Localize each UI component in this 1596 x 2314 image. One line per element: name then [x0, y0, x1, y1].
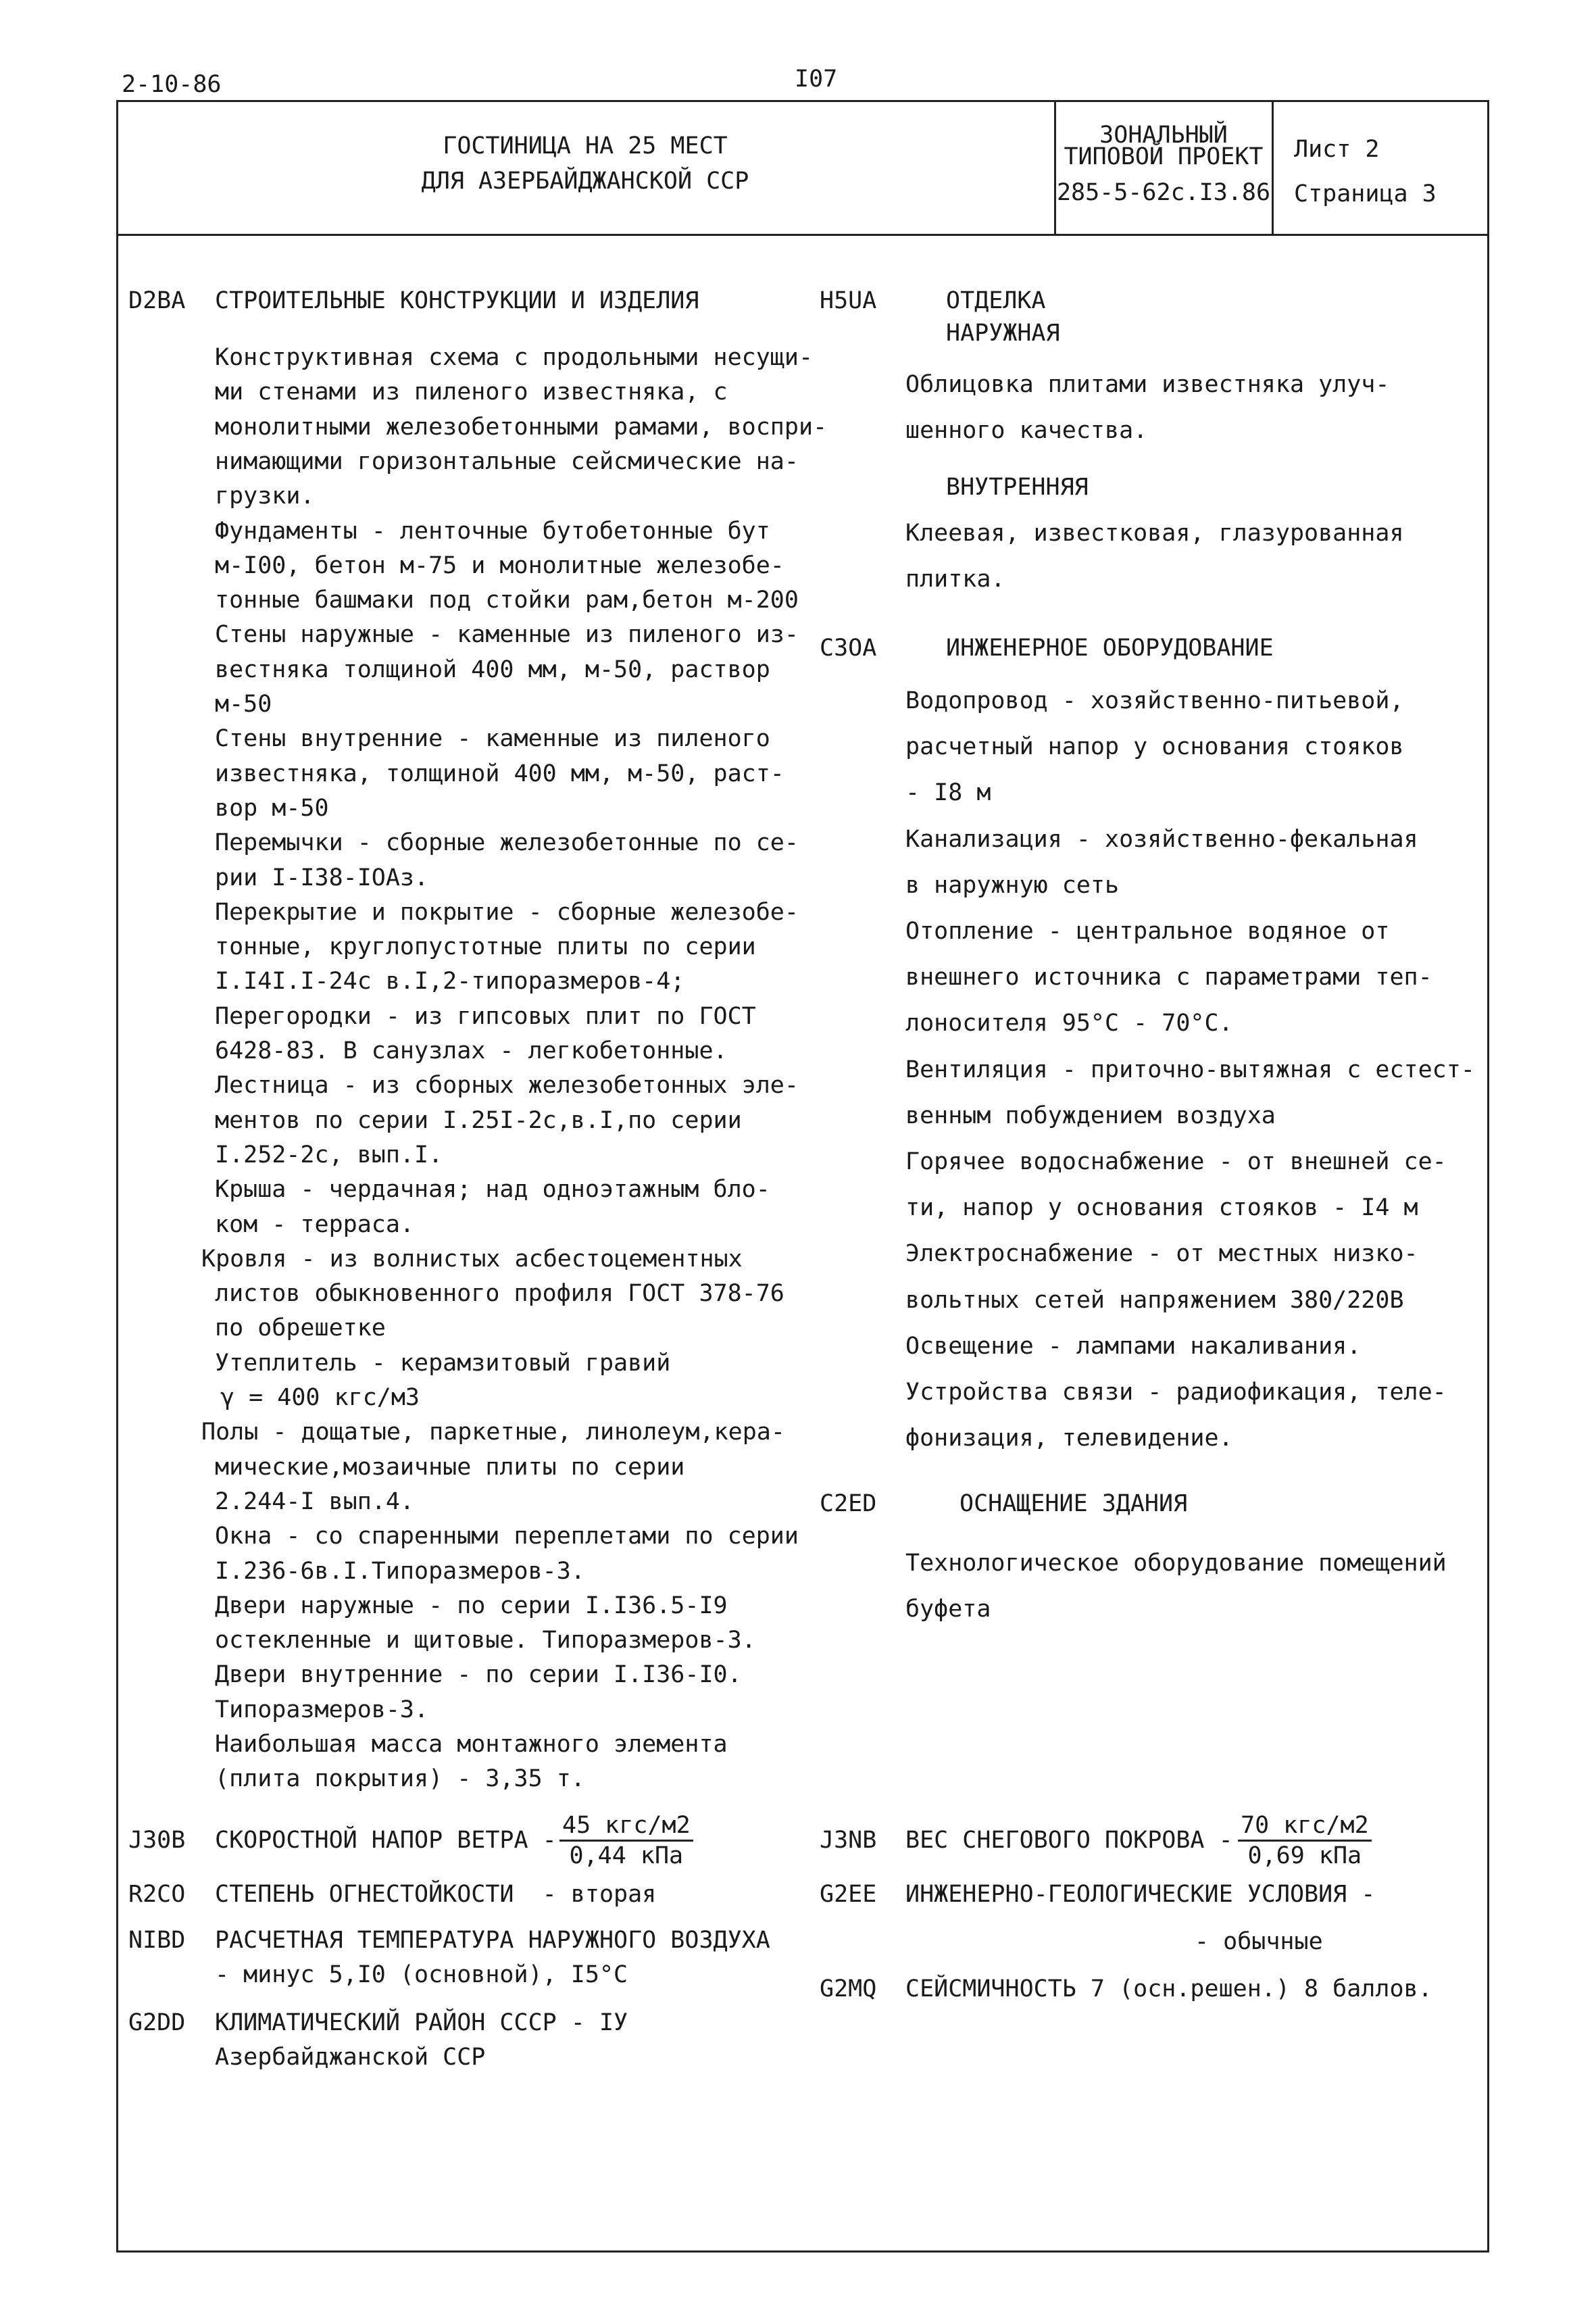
finishing-inner-heading: ВНУТРЕННЯЯ: [946, 474, 1089, 501]
structures-line: монолитными железобетонными рамами, воспри-: [215, 413, 828, 441]
structures-line: Окна - со спаренными переплетами по серии: [215, 1523, 799, 1550]
engineering-line: в наружную сеть: [905, 871, 1120, 899]
structures-line: ментов по серии I.25I-2с,в.I,по серии: [215, 1106, 742, 1134]
header-divider: [116, 234, 1489, 236]
structures-line: остекленные и щитовые. Типоразмеров-3.: [215, 1627, 756, 1654]
wind-kpa: 0,44 кПа: [569, 1842, 684, 1869]
finishing-heading: ОТДЕЛКА: [946, 287, 1046, 314]
snow-fraction: [1238, 1811, 1372, 1870]
structures-line: ком - терраса.: [215, 1210, 415, 1238]
climate-region-line2: Азербайджанской ССР: [215, 2044, 486, 2071]
fire-resistance: СТЕПЕНЬ ОГНЕСТОЙКОСТИ - вторая: [215, 1881, 657, 1908]
structures-line: тонные, круглопустотные плиты по серии: [215, 933, 756, 961]
engineering-line: Отопление - центральное водяное от: [905, 918, 1390, 945]
structures-line: I.252-2с, вып.I.: [215, 1141, 443, 1168]
structures-line: Полы - дощатые, паркетные, линолеум,кера-: [201, 1419, 785, 1446]
sheet-label: Лист 2: [1294, 136, 1380, 163]
structures-line: тонные башмаки под стойки рам,бетон м-200: [215, 587, 799, 614]
engineering-line: ти, напор у основания стояков - I4 м: [905, 1194, 1418, 1222]
code-g2mq: G2MQ: [820, 1975, 877, 2002]
structures-line: Двери внутренние - по серии I.I36-I0.: [215, 1661, 742, 1689]
finishing-outer-heading: НАРУЖНАЯ: [946, 320, 1060, 347]
design-temperature-line2: - минус 5,I0 (основной), I5°С: [215, 1961, 628, 1988]
structures-line: по обрешетке: [215, 1314, 386, 1342]
structures-line: 2.244-I вып.4.: [215, 1487, 415, 1515]
page-date: 2-10-86: [122, 71, 222, 98]
code-j30b: J30B: [128, 1827, 186, 1854]
engineering-line: лоносителя 95°С - 70°С.: [905, 1010, 1233, 1037]
equipment-line2: буфета: [905, 1596, 991, 1623]
code-c2ed: C2ED: [820, 1490, 877, 1517]
page-label: Страница 3: [1294, 180, 1437, 207]
structures-line: Фундаменты - ленточные бутобетонные бут: [215, 517, 770, 545]
snow-kpa: 0,69 кПа: [1247, 1842, 1362, 1869]
finishing-outer-line2: шенного качества.: [905, 417, 1148, 444]
engineering-line: вольтных сетей напряжением 380/220В: [905, 1286, 1404, 1314]
structures-line: Кровля - из волнистых асбестоцементных: [201, 1245, 743, 1273]
structures-line: (плита покрытия) - 3,35 т.: [215, 1765, 585, 1793]
structures-line: 6428-83. В санузлах - легкобетонные.: [215, 1037, 728, 1064]
code-g2dd: G2DD: [128, 2009, 186, 2036]
engineering-line: венным побуждением воздуха: [905, 1102, 1276, 1129]
engineering-line: внешнего источника с параметрами теп-: [905, 964, 1432, 991]
structures-line: Перекрытие и покрытие - сборные железобе-: [215, 898, 799, 926]
structures-line: м-50: [215, 691, 272, 718]
engineering-line: Горячее водоснабжение - от внешней се-: [905, 1148, 1447, 1175]
code-c3oa: C3OA: [820, 635, 877, 662]
equipment-line1: Технологическое оборудование помещений: [905, 1550, 1447, 1577]
structures-line: Лестница - из сборных железобетонных эле-: [215, 1072, 799, 1100]
equipment-heading: ОСНАЩЕНИЕ ЗДАНИЯ: [959, 1490, 1188, 1517]
structures-line: Стены наружные - каменные из пиленого из-: [215, 621, 799, 649]
structures-line: вестняка толщиной 400 мм, м-50, раствор: [215, 656, 770, 683]
finishing-inner-line1: Клеевая, известковая, глазурованная: [905, 520, 1404, 547]
design-temperature-line1: РАСЧЕТНАЯ ТЕМПЕРАТУРА НАРУЖНОГО ВОЗДУХА: [215, 1927, 770, 1954]
code-h5ua: H5UA: [820, 287, 877, 314]
finishing-outer-line1: Облицовка плитами известняка улуч-: [905, 371, 1390, 398]
structures-line: γ = 400 кгс/м3: [220, 1384, 420, 1411]
structures-line: Двери наружные - по серии I.I36.5-I9: [215, 1592, 728, 1619]
engineering-line: Канализация - хозяйственно-фекальная: [905, 825, 1418, 853]
wind-kgs: 45 кгс/м2: [559, 1811, 693, 1842]
structures-line: известняка, толщиной 400 мм, м-50, раст-: [215, 760, 784, 787]
header-divider-2: [1272, 100, 1274, 235]
structures-line: I.I4I.I-24с в.I,2-типоразмеров-4;: [215, 968, 685, 995]
engineering-line: Освещение - лампами накаливания.: [905, 1332, 1362, 1360]
page-number: I07: [795, 66, 838, 93]
seismicity: СЕЙСМИЧНОСТЬ 7 (осн.решен.) 8 баллов.: [905, 1975, 1432, 2002]
geology-line1: ИНЖЕНЕРНО-ГЕОЛОГИЧЕСКИЕ УСЛОВИЯ -: [905, 1881, 1376, 1908]
structures-line: Утеплитель - керамзитовый гравий: [215, 1349, 671, 1377]
engineering-line: фонизация, телевидение.: [905, 1425, 1233, 1452]
header-title-line2: ДЛЯ АЗЕРБАЙДЖАНСКОЙ ССР: [421, 168, 749, 195]
engineering-line: Водопровод - хозяйственно-питьевой,: [905, 687, 1404, 714]
project-line2: ТИПОВОЙ ПРОЕКТ: [1064, 143, 1264, 170]
structures-line: I.236-6в.I.Типоразмеров-3.: [215, 1557, 585, 1585]
engineering-line: Электроснабжение - от местных низко-: [905, 1240, 1418, 1268]
structures-line: грузки.: [215, 483, 315, 510]
structures-line: мические,мозаичные плиты по серии: [215, 1453, 685, 1481]
structures-line: м-I00, бетон м-75 и монолитные железобе-: [215, 551, 784, 579]
engineering-line: Устройства связи - радиофикация, теле-: [905, 1379, 1447, 1406]
structures-line: Крыша - чердачная; над одноэтажным бло-: [215, 1176, 770, 1204]
climate-region-line1: КЛИМАТИЧЕСКИЙ РАЙОН СССР - IУ: [215, 2009, 628, 2036]
structures-line: Наибольшая масса монтажного элемента: [215, 1731, 728, 1758]
engineering-line: - I8 м: [905, 779, 991, 807]
structures-line: ми стенами из пиленого известняка, с: [215, 378, 728, 406]
structures-line: рии I-I38-IOAз.: [215, 864, 429, 891]
section-heading-structures: СТРОИТЕЛЬНЫЕ КОНСТРУКЦИИ И ИЗДЕЛИЯ: [215, 287, 699, 314]
snow-label: ВЕС СНЕГОВОГО ПОКРОВА -: [905, 1827, 1233, 1854]
finishing-inner-line2: плитка.: [905, 566, 1005, 593]
wind-label: СКОРОСТНОЙ НАПОР ВЕТРА -: [215, 1827, 557, 1854]
code-n1bd: NIBD: [128, 1927, 186, 1954]
structures-line: вор м-50: [215, 794, 329, 822]
code-d2ba: D2BA: [128, 287, 186, 314]
code-j3nb: J3NB: [820, 1827, 877, 1854]
engineering-line: расчетный напор у основания стояков: [905, 733, 1404, 761]
engineering-heading: ИНЖЕНЕРНОЕ ОБОРУДОВАНИЕ: [946, 635, 1274, 662]
project-line3: 285-5-62с.I3.86: [1056, 179, 1271, 206]
structures-line: листов обыкновенного профиля ГОСТ 378-76: [215, 1280, 784, 1308]
code-g2ee: G2EE: [820, 1881, 877, 1908]
structures-line: Перегородки - из гипсовых плит по ГОСТ: [215, 1002, 756, 1030]
geology-line2: - обычные: [1195, 1928, 1323, 1955]
structures-line: Конструктивная схема с продольными несущи-: [215, 344, 814, 371]
wind-fraction: [559, 1811, 693, 1870]
header-title-line1: ГОСТИНИЦА НА 25 МЕСТ: [443, 132, 728, 159]
code-r2c0: R2CO: [128, 1881, 186, 1908]
snow-kgs: 70 кгс/м2: [1238, 1811, 1372, 1842]
structures-line: Типоразмеров-3.: [215, 1696, 429, 1723]
project-line1: ЗОНАЛЬНЫЙ: [1099, 122, 1228, 149]
structures-line: Перемычки - сборные железобетонные по се-: [215, 829, 799, 857]
engineering-line: Вентиляция - приточно-вытяжная с естест-: [905, 1056, 1475, 1083]
structures-line: нимающими горизонтальные сейсмические на-: [215, 447, 799, 475]
structures-line: Стены внутренние - каменные из пиленого: [215, 725, 770, 753]
